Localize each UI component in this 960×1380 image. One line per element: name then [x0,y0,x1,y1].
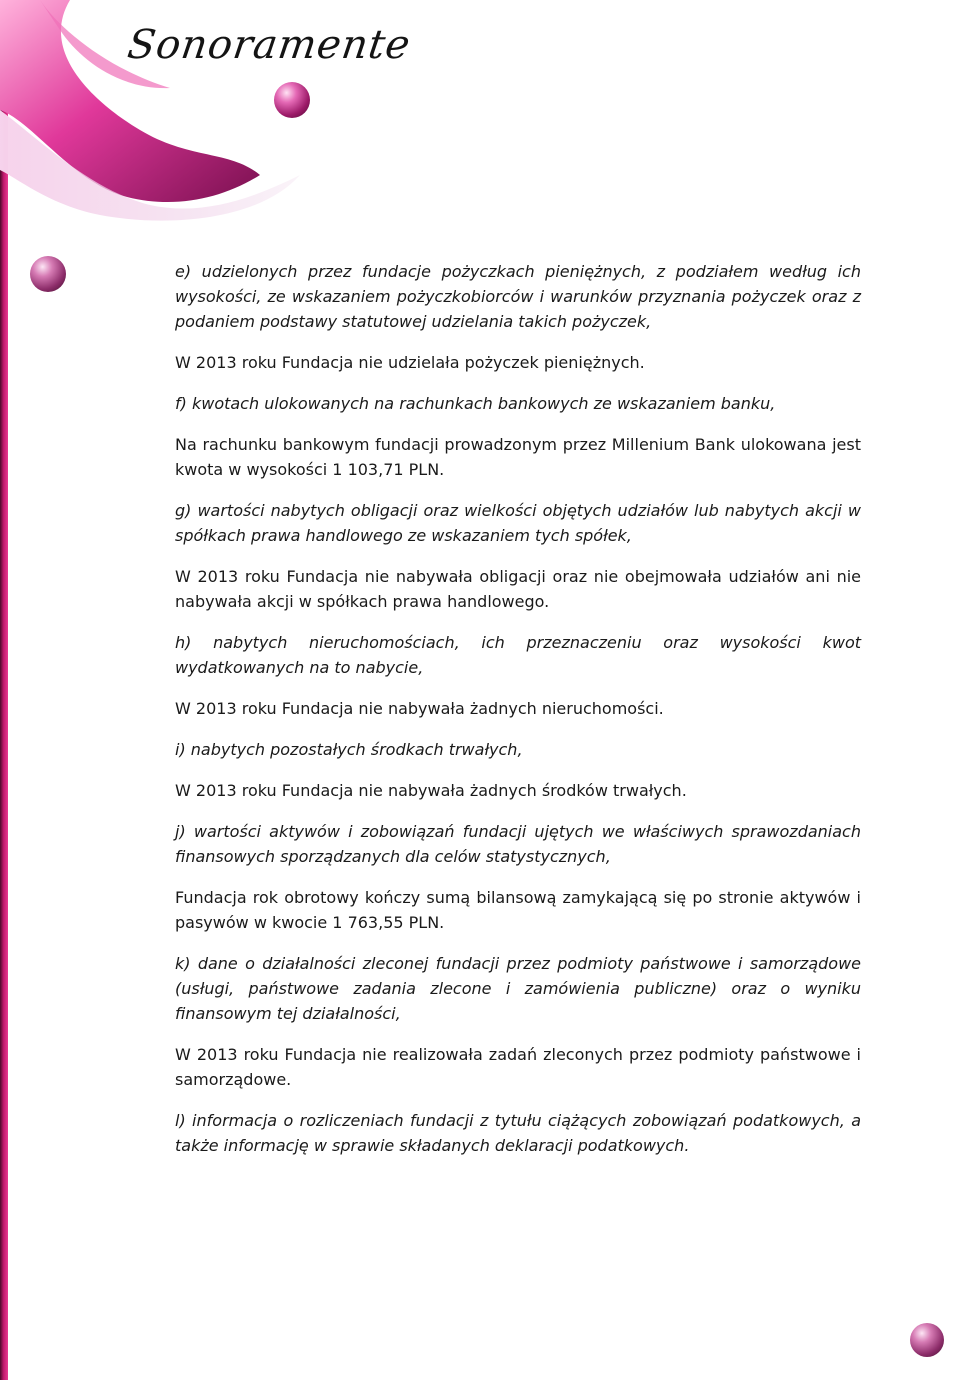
section-g-question: g) wartości nabytych obligacji oraz wielkości objętych udziałów lub nabytych akcji w spółkach prawa handlowego ze wskazaniem tych spółek, [175,501,861,545]
document-body [175,259,861,1174]
section-l-question: l) informacja o rozliczeniach fundacji z tytułu ciążących zobowiązań podatkowych, a także informację w sprawie składanych deklaracji podatkowych. [175,1111,861,1155]
logo-text: Sonoramente [124,22,414,68]
section-k-question: k) dane o działalności zleconej fundacji przez podmioty państwowe i samorządowe (usługi, państwowe zadania zlecone i zamówienia publiczne) oraz o wyniku finansowym tej działalności, [175,954,861,1023]
decorative-orb-top [274,82,310,118]
section-h-question: h) nabytych nieruchomościach, ich przeznaczeniu oraz wysokości kwot wydatkowanych na to nabycie, [175,633,861,677]
section-j-answer: Fundacja rok obrotowy kończy sumą bilansową zamykającą się po stronie aktywów i pasywów w kwocie 1 763,55 PLN. [175,888,861,932]
decorative-orb-left [30,256,66,292]
section-h-answer: W 2013 roku Fundacja nie nabywała żadnych nieruchomości. [175,699,664,718]
decorative-orb-bottom [910,1323,944,1357]
section-f-question: f) kwotach ulokowanych na rachunkach bankowych ze wskazaniem banku, [175,394,776,413]
section-e-question: e) udzielonych przez fundacje pożyczkach pieniężnych, z podziałem według ich wysokości, ze wskazaniem pożyczkobiorców i warunków przyznania pożyczek oraz z podaniem podstawy statutowej udzielania takich pożyczek, [175,262,861,331]
section-g-answer: W 2013 roku Fundacja nie nabywała obligacji oraz nie obejmowała udziałów ani nie nabywała akcji w spółkach prawa handlowego. [175,567,861,611]
section-j-question: j) wartości aktywów i zobowiązań fundacji ujętych we właściwych sprawozdaniach finansowych sporządzanych dla celów statystycznych, [175,822,861,866]
section-e-answer: W 2013 roku Fundacja nie udzielała pożyczek pieniężnych. [175,353,645,372]
section-f-answer: Na rachunku bankowym fundacji prowadzonym przez Millenium Bank ulokowana jest kwota w wysokości 1 103,71 PLN. [175,435,861,479]
section-k-answer: W 2013 roku Fundacja nie realizowała zadań zleconych przez podmioty państwowe i samorządowe. [175,1045,861,1089]
section-i-answer: W 2013 roku Fundacja nie nabywała żadnych środków trwałych. [175,781,687,800]
section-i-question: i) nabytych pozostałych środkach trwałych, [175,740,523,759]
